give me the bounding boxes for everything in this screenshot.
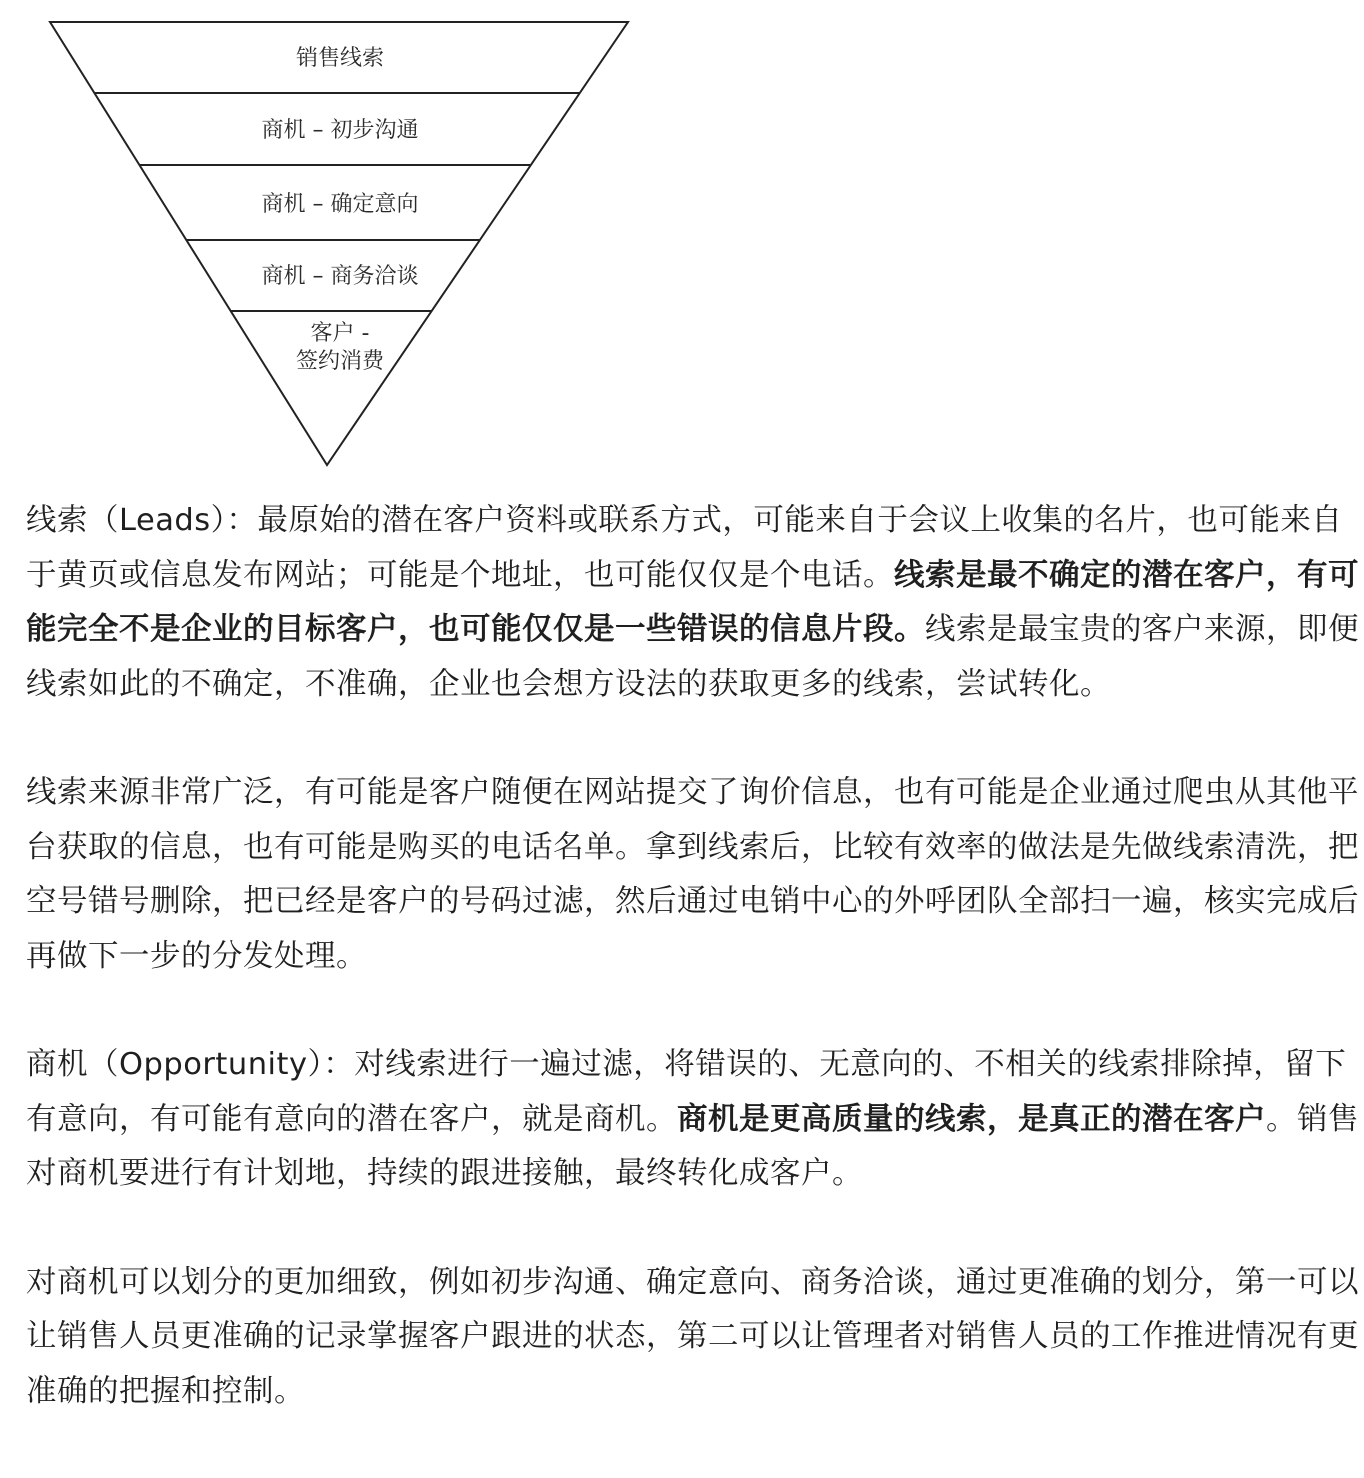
paragraph-opportunity-outro: 。销售对商机要进行有计划地，持续的跟进接触，最终转化成客户。 [26, 1101, 1359, 1191]
paragraph-leads [26, 494, 1360, 712]
paragraph-lead-sources [26, 766, 1360, 984]
paragraph-leads-intro: 线索（Leads）：最原始的潜在客户资料或联系方式，可能来自于会议上收集的名片，也可能来自于黄页或信息发布网站；可能是个地址，也可能仅仅是个电话。 [26, 503, 1343, 593]
paragraph-opportunity-intro: 商机（Opportunity）：对线索进行一遍过滤，将错误的、无意向的、不相关的线索排除掉，留下有意向，有可能有意向的潜在客户，就是商机。 [26, 1047, 1347, 1137]
funnel-stage-label: 签约消费 [295, 349, 385, 374]
funnel-outline [50, 22, 628, 465]
paragraph-opportunity-stages [26, 1256, 1360, 1420]
paragraph-leads-outro: 线索是最宝贵的客户来源，即便线索如此的不确定，不准确，企业也会想方设法的获取更多的线索，尝试转化。 [26, 612, 1359, 702]
funnel-stage-label: 商机 – 商务洽谈 [261, 264, 419, 289]
funnel-stage-label: 销售线索 [295, 46, 385, 71]
paragraph-leads-emphasis: 线索是最不确定的潜在客户，有可能完全不是企业的目标客户，也可能仅仅是一些错误的信息片段。 [26, 557, 1359, 647]
sales-funnel-diagram [0, 0, 680, 480]
paragraph-opportunity-emphasis: 商机是更高质量的线索，是真正的潜在客户 [677, 1101, 1266, 1137]
paragraph-opportunity [26, 1038, 1360, 1202]
funnel-stage-label: 商机 – 初步沟通 [261, 118, 419, 143]
funnel-stage-label: 客户 - [310, 321, 370, 346]
paragraph-lead-sources-text: 线索来源非常广泛，有可能是客户随便在网站提交了询价信息，也有可能是企业通过爬虫从其他平台获取的信息，也有可能是购买的电话名单。拿到线索后，比较有效率的做法是先做线索清洗，把空号错号删除，把已经是客户的号码过滤，然后通过电销中心的外呼团队全部扫一遍，核实完成后再做下一步的分发处理。 [26, 775, 1359, 974]
funnel-stage-label: 商机 – 确定意向 [261, 192, 419, 217]
funnel-triangle [50, 22, 628, 465]
article-body [26, 494, 1360, 1419]
paragraph-opportunity-stages-text: 对商机可以划分的更加细致，例如初步沟通、确定意向、商务洽谈，通过更准确的划分，第一可以让销售人员更准确的记录掌握客户跟进的状态，第二可以让管理者对销售人员的工作推进情况有更准确的把握和控制。 [26, 1264, 1359, 1409]
